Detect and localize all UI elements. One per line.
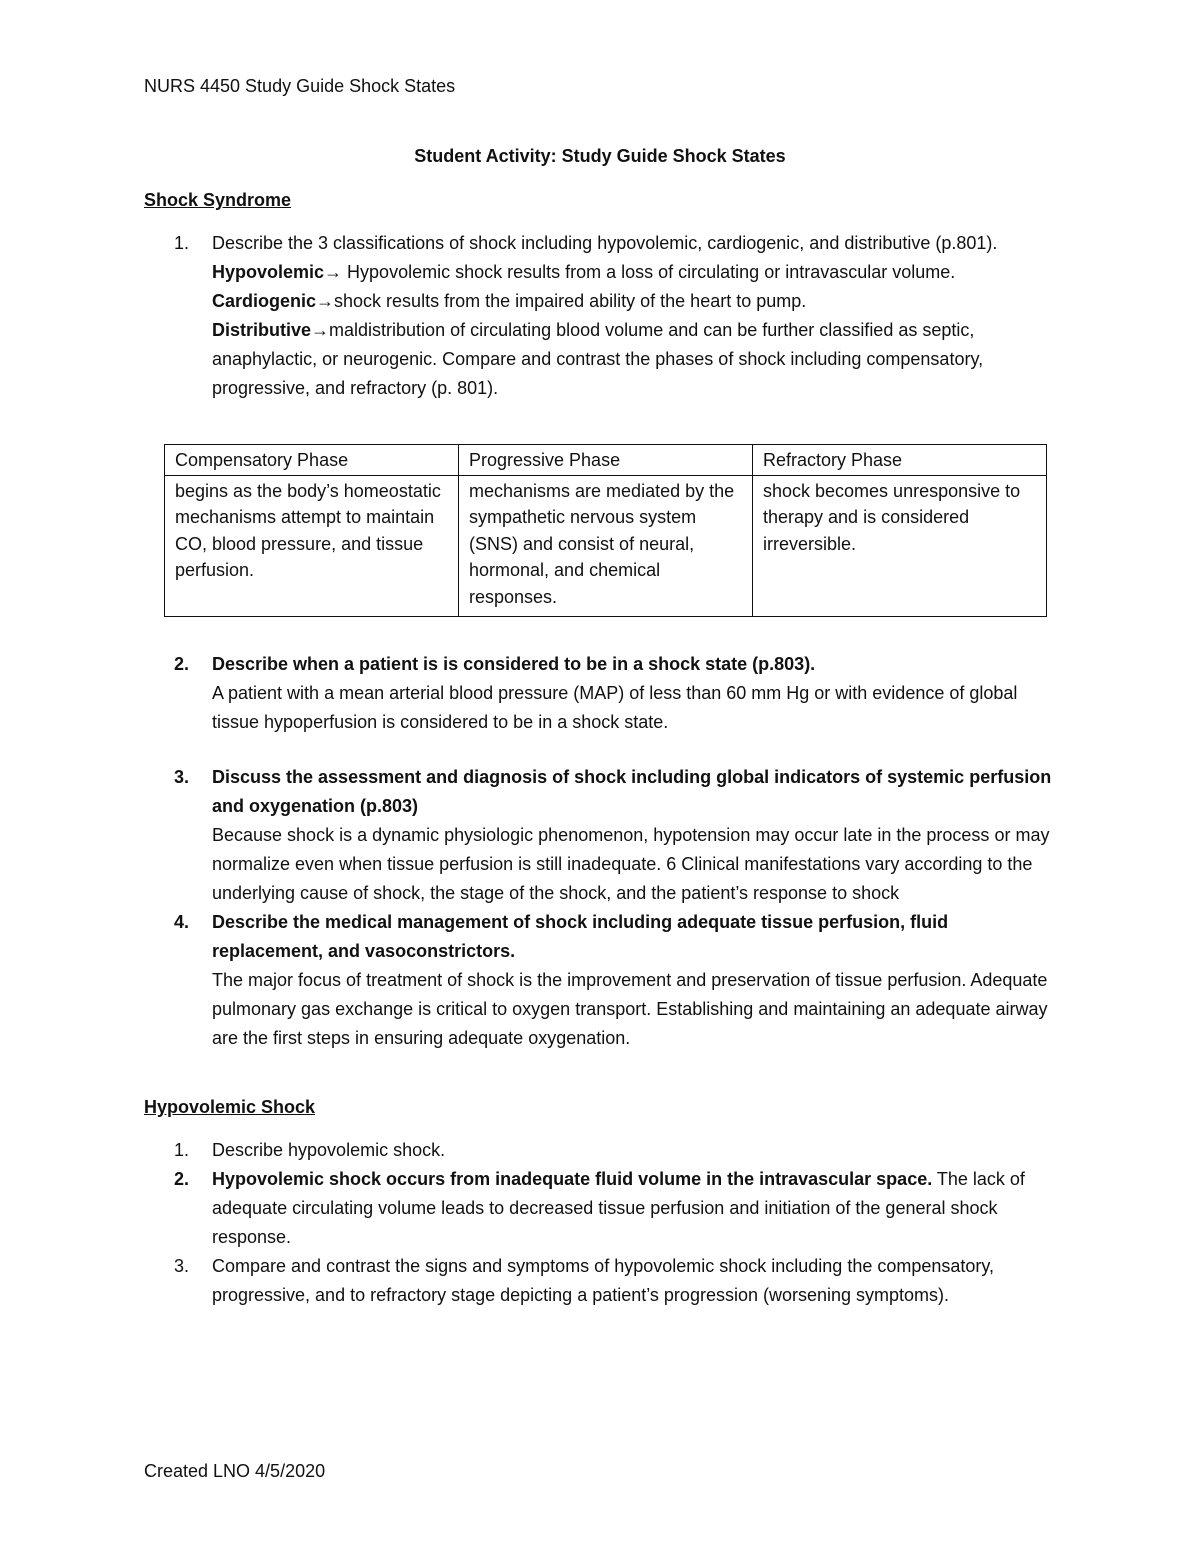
arrow-right-icon: → [324,262,343,282]
section-heading-hypovolemic-shock: Hypovolemic Shock [144,1097,316,1117]
q3-prompt: Discuss the assessment and diagnosis of shock including global indicators of systemic perfusion and oxygenation (p.803) [212,767,1052,816]
distributive-text: maldistribution of circulating blood volume and can be further classified as septic, anaphylactic, or neurogenic. Compare and contrast the phases of shock including compensatory, progressive, and refractory (p. 801). [212,320,984,398]
hypovolemic-item-3: Compare and contrast the signs and symptoms of hypovolemic shock including the compensatory, progressive, and to refractory stage depicting a patient’s progression (worsening symptoms). [212,1256,995,1305]
table-cell-refractory: shock becomes unresponsive to therapy and is considered irreversible. [753,475,1047,617]
list-item [144,229,1064,403]
distributive-label: Distributive [212,320,312,340]
cardiogenic-label: Cardiogenic [212,291,317,311]
hypovolemic-item-2 [212,1165,1064,1252]
table-cell-progressive: mechanisms are mediated by the sympathetic nervous system (SNS) and consist of neural, hormonal, and chemical responses. [459,475,753,617]
arrow-right-icon: → [311,320,330,340]
hypovolemic-item-2-bold: Hypovolemic shock occurs from inadequate fluid volume in the intravascular space. [212,1169,933,1189]
item-number: 4. [174,912,190,932]
hypovolemic-item-1: Describe hypovolemic shock. [212,1140,446,1160]
shock-phases-table [164,444,1047,617]
table-header-progressive: Progressive Phase [459,445,753,476]
list-item [144,1136,1064,1165]
hypovolemic-definition [212,258,1064,287]
hypovolemic-text: Hypovolemic shock results from a loss of circulating or intravascular volume. [342,262,956,282]
page-footer: Created LNO 4/5/2020 [144,1461,326,1481]
hypovolemic-label: Hypovolemic [212,262,325,282]
list-item [144,1252,1064,1310]
q3-answer: Because shock is a dynamic physiologic phenomenon, hypotension may occur late in the process or may normalize even when tissue perfusion is still inadequate. 6 Clinical manifestations vary according to the underlying cause of shock, the stage of the shock, and the patient’s response to shock [212,825,1050,903]
distributive-definition [212,316,1064,403]
shock-syndrome-q1 [144,229,1064,403]
item-number: 3. [174,1256,190,1276]
item-number: 1. [174,1140,190,1160]
list-item [144,1165,1064,1252]
section-heading-shock-syndrome: Shock Syndrome [144,190,292,210]
list-item [144,908,1064,1053]
q4-prompt: Describe the medical management of shock including adequate tissue perfusion, fluid replacement, and vasoconstrictors. [212,912,949,961]
q1-prompt: Describe the 3 classifications of shock including hypovolemic, cardiogenic, and distributive (p.801). [212,233,998,253]
q2-answer: A patient with a mean arterial blood pressure (MAP) of less than 60 mm Hg or with evidence of global tissue hypoperfusion is considered to be in a shock state. [212,683,1018,732]
shock-syndrome-q3-q4 [144,763,1064,1053]
hypovolemic-item-2-text: The lack of adequate circulating volume leads to decreased tissue perfusion and initiation of the general shock response. [212,1169,1025,1247]
list-item [144,650,1064,737]
table-row [165,475,1047,617]
hypovolemic-list [144,1136,1064,1310]
page-header: NURS 4450 Study Guide Shock States [144,76,456,96]
q2-prompt: Describe when a patient is is considered to be in a shock state (p.803). [212,654,816,674]
item-number: 3. [174,767,190,787]
item-number: 2. [174,1169,190,1189]
arrow-right-icon: → [316,291,335,311]
list-item [144,763,1064,908]
item-number: 1. [174,233,190,253]
table-header-compensatory: Compensatory Phase [165,445,459,476]
table-cell-compensatory: begins as the body’s homeostatic mechanisms attempt to maintain CO, blood pressure, and tissue perfusion. [165,475,459,617]
cardiogenic-definition [212,287,1064,316]
q4-answer: The major focus of treatment of shock is the improvement and preservation of tissue perfusion. Adequate pulmonary gas exchange is critical to oxygen transport. Establishing and maintaining an adequate airway are the first steps in ensuring adequate oxygenation. [212,970,1048,1048]
item-number: 2. [174,654,190,674]
shock-syndrome-q2 [144,650,1064,737]
document-title: Student Activity: Study Guide Shock States [414,146,786,166]
cardiogenic-text: shock results from the impaired ability of the heart to pump. [334,291,807,311]
table-header-row [165,445,1047,476]
table-header-refractory: Refractory Phase [753,445,1047,476]
